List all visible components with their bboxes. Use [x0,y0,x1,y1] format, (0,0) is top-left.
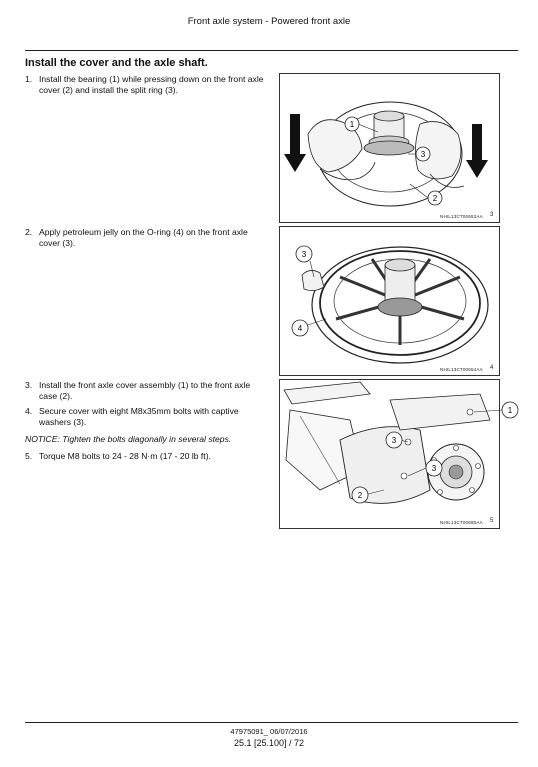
callout [296,246,312,262]
step-1 [25,74,265,95]
step-text: Install the bearing (1) while pressing down on the front axle cover (2) and install the split ring (3). [39,74,264,95]
callout [428,191,442,205]
callout [426,460,442,476]
callout-label: 2 [357,491,363,500]
section-title: Install the cover and the axle shaft. [25,57,208,69]
figure-oring [279,226,500,376]
footer-page-number: 25.1 [25.100] / 72 [233,738,305,748]
step-3 [25,380,265,401]
callout [345,117,359,131]
callout [352,487,368,503]
step-number: 1. [25,74,33,84]
step-4 [25,406,265,427]
figure-number: 5 [490,518,494,524]
callout [386,432,402,448]
step-number: 4. [25,406,33,416]
bearing-install-illustration [280,74,499,222]
cover-assembly-illustration [280,380,513,528]
callout [292,320,308,336]
header-rule [25,50,518,51]
step-text: Install the front axle cover assembly (1) to the front axle case (2). [39,380,251,401]
step-5 [25,451,265,462]
step-text: Secure cover with eight M8x35mm bolts with captive washers (3). [39,406,239,427]
notice-text: NOTICE: Tighten the bolts diagonally in several steps. [25,434,232,444]
figure-cover-assembly [279,379,513,529]
callout [416,147,430,161]
callout-label: 2 [432,194,438,203]
step-number: 2. [25,227,33,237]
figure-number: 4 [490,365,494,371]
callout-label: 3 [391,436,397,445]
callout-label: 4 [297,324,303,333]
step-text: Torque M8 bolts to 24 - 28 N·m (17 - 20 lb ft). [39,451,211,461]
figure-code: NHIL13CT00680AA [440,520,483,525]
step-number: 3. [25,380,33,390]
callout-label: 3 [431,464,437,473]
footer-rule [25,722,518,723]
callout-label: 1 [349,120,355,129]
callout-label: 3 [420,150,426,159]
figure-number: 3 [490,212,494,218]
oring-cover-illustration [280,227,499,375]
step-text: Apply petroleum jelly on the O-ring (4) on the front axle cover (3). [39,227,248,248]
callout-label: 1 [507,406,513,415]
figure-code: NHIL13CT00653AA [440,214,483,219]
step-number: 5. [25,451,33,461]
callout [502,402,518,418]
callout-label: 3 [301,250,307,259]
page-header: Front axle system - Powered front axle [187,16,351,27]
footer-doc-id: 47975091_ 06/07/2016 [230,727,308,736]
figure-bearing-install [279,73,500,223]
figure-code: NHIL13CT00654AA [440,367,483,372]
step-2 [25,227,265,248]
